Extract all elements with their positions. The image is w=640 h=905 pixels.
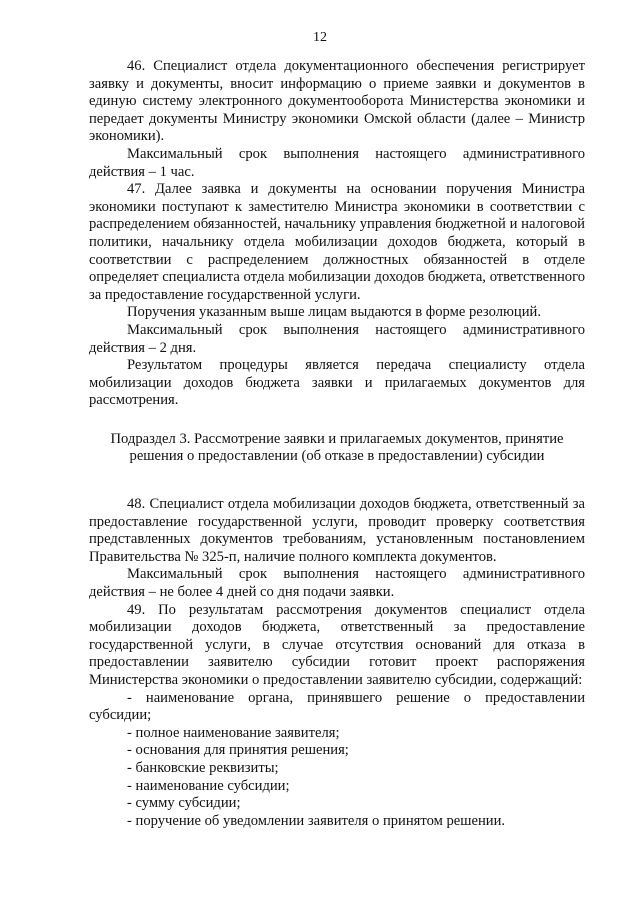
- list-item: - полное наименование заявителя;: [127, 724, 340, 741]
- paragraph-48: 48. Специалист отдела мобилизации доходов бюджета, ответственный за предоставление государственной услуги, проводит проверку соответствия представленных документов требованиям, установленным постановлением Правительства № 325-п, наличие полного комплекта документов.: [89, 496, 585, 565]
- page-content: [89, 58, 585, 830]
- list-item: - основания для принятия решения;: [127, 742, 349, 759]
- paragraph-48-deadline: Максимальный срок выполнения настоящего административного действия – не более 4 дней со дня подачи заявки.: [89, 566, 585, 601]
- list-item: - наименование органа, принявшего решение о предоставлении субсидии;: [89, 689, 585, 724]
- subsection-title: [89, 431, 585, 466]
- paragraph-49: 49. По результатам рассмотрения документов специалист отдела мобилизации доходов бюджета, ответственный за предоставление государственной услуги, в случае отсутствия оснований для отказа в предоставлении заявителю субсидии готовит проект распоряжения Министерства экономики о предоставлении заявителю субсидии, содержащий:: [89, 601, 585, 688]
- paragraph-46: 46. Специалист отдела документационного обеспечения регистрирует заявку и документы, вносит информацию о приеме заявки и документов в единую систему электронного документооборота Министерства экономики и передает документы Министру экономики Омской области (далее – Министр экономики).: [89, 58, 585, 145]
- decision-contents-list: [89, 690, 585, 831]
- list-item: - поручение об уведомлении заявителя о принятом решении.: [127, 812, 506, 829]
- list-item: - сумму субсидии;: [127, 795, 241, 812]
- subsection-title-line-2: решения о предоставлении (об отказе в предоставлении) субсидии: [129, 448, 545, 465]
- paragraph-47-result: Результатом процедуры является передача специалисту отдела мобилизации доходов бюджета заявки и прилагаемых документов для рассмотрения.: [89, 357, 585, 409]
- list-item: - наименование субсидии;: [127, 777, 290, 794]
- list-item: - банковские реквизиты;: [127, 759, 279, 776]
- subsection-title-line-1: Подраздел 3. Рассмотрение заявки и прилагаемых документов, принятие: [110, 430, 564, 447]
- paragraph-46-deadline: Максимальный срок выполнения настоящего административного действия – 1 час.: [89, 145, 585, 180]
- paragraph-47: 47. Далее заявка и документы на основании поручения Министра экономики поступают к заместителю Министра экономики в соответствии с распределением обязанностей, начальнику управления бюджетной и налоговой политики, начальнику отдела мобилизации доходов бюджета, который в соответствии с распределением должностных обязанностей в отделе определяет специалиста отдела мобилизации доходов бюджета, ответственного за предоставление государственной услуги.: [89, 181, 585, 303]
- paragraph-47-resolutions: Поручения указанным выше лицам выдаются в форме резолюций.: [127, 304, 541, 321]
- paragraph-47-deadline: Максимальный срок выполнения настоящего административного действия – 2 дня.: [89, 321, 585, 356]
- page-number: 12: [313, 30, 327, 45]
